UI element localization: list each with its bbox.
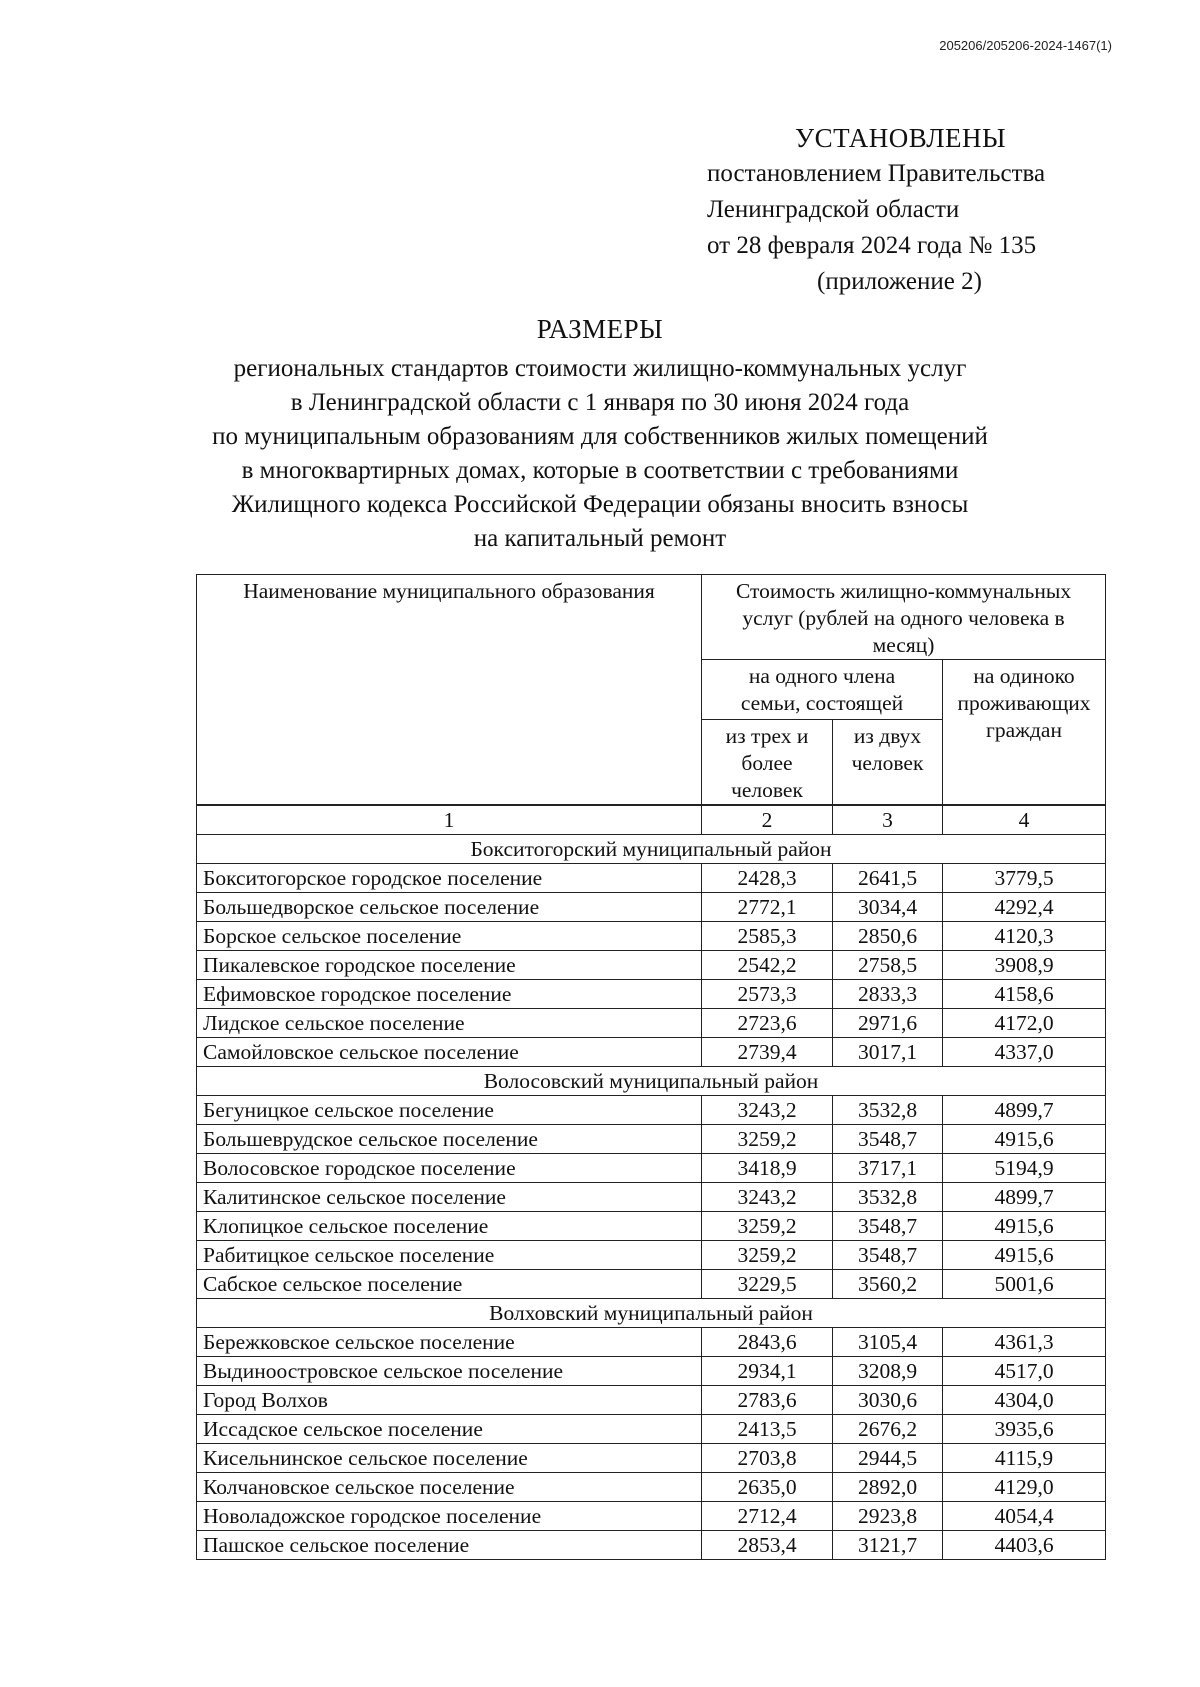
municipality-name: Город Волхов [197,1386,702,1415]
approval-heading: УСТАНОВЛЕНЫ [795,123,1007,153]
value-three-plus: 2703,8 [702,1444,833,1473]
table-row [197,1125,1106,1154]
value-two: 2758,5 [833,951,943,980]
municipality-name: Бегуницкое сельское поселение [197,1096,702,1125]
table-row [197,1038,1106,1067]
column-number: 3 [833,805,943,835]
value-two: 3030,6 [833,1386,943,1415]
table-row [197,922,1106,951]
value-single: 4915,6 [943,1241,1106,1270]
municipality-name: Волосовское городское поселение [197,1154,702,1183]
value-three-plus: 2853,4 [702,1531,833,1560]
value-single: 5001,6 [943,1270,1106,1299]
table-row [197,1241,1106,1270]
table-row [197,1270,1106,1299]
value-two: 2850,6 [833,922,943,951]
value-two: 2944,5 [833,1444,943,1473]
municipality-name: Самойловское сельское поселение [197,1038,702,1067]
value-three-plus: 2413,5 [702,1415,833,1444]
value-two: 3105,4 [833,1328,943,1357]
municipality-name: Ефимовское городское поселение [197,980,702,1009]
header-two: из двух человек [833,720,943,806]
table-row [197,951,1106,980]
value-single: 4304,0 [943,1386,1106,1415]
table-row [197,1096,1106,1125]
column-number: 2 [702,805,833,835]
value-three-plus: 3418,9 [702,1154,833,1183]
municipality-name: Колчановское сельское поселение [197,1473,702,1502]
value-two: 3717,1 [833,1154,943,1183]
table-row [197,864,1106,893]
table-row [197,1328,1106,1357]
municipality-name: Большеврудское сельское поселение [197,1125,702,1154]
municipality-name: Бокситогорское городское поселение [197,864,702,893]
value-single: 4361,3 [943,1328,1106,1357]
municipality-name: Лидское сельское поселение [197,1009,702,1038]
section-row [197,835,1106,864]
value-single: 4115,9 [943,1444,1106,1473]
approval-appendix: (приложение 2) [817,268,982,295]
value-two: 2923,8 [833,1502,943,1531]
value-three-plus: 2739,4 [702,1038,833,1067]
value-single: 4054,4 [943,1502,1106,1531]
value-three-plus: 2783,6 [702,1386,833,1415]
value-three-plus: 3243,2 [702,1096,833,1125]
table-row [197,1502,1106,1531]
table-row [197,1473,1106,1502]
municipality-name: Иссадское сельское поселение [197,1415,702,1444]
table-row [197,1531,1106,1560]
value-single: 4899,7 [943,1096,1106,1125]
section-row [197,1299,1106,1328]
value-single: 5194,9 [943,1154,1106,1183]
value-two: 3532,8 [833,1096,943,1125]
table-row [197,1183,1106,1212]
value-three-plus: 2573,3 [702,980,833,1009]
standards-table-body [197,575,1106,1560]
column-number: 4 [943,805,1106,835]
municipality-name: Борское сельское поселение [197,922,702,951]
value-two: 2641,5 [833,864,943,893]
value-single: 3935,6 [943,1415,1106,1444]
municipality-name: Сабское сельское поселение [197,1270,702,1299]
value-two: 3548,7 [833,1212,943,1241]
value-three-plus: 3259,2 [702,1125,833,1154]
value-two: 3208,9 [833,1357,943,1386]
table-row [197,980,1106,1009]
table-row [197,1357,1106,1386]
approval-line-2: Ленинградской области [707,196,960,223]
table-row [197,1386,1106,1415]
approval-line-1: постановлением Правительства [707,160,1046,187]
value-single: 3779,5 [943,864,1106,893]
value-single: 3908,9 [943,951,1106,980]
standards-table [196,574,1106,1560]
table-row [197,1154,1106,1183]
value-three-plus: 2934,1 [702,1357,833,1386]
value-three-plus: 3243,2 [702,1183,833,1212]
value-single: 4158,6 [943,980,1106,1009]
value-three-plus: 2585,3 [702,922,833,951]
table-row [197,893,1106,922]
column-number-row [197,805,1106,835]
subtitle-line: на капитальный ремонт [473,525,727,552]
value-three-plus: 2772,1 [702,893,833,922]
value-single: 4172,0 [943,1009,1106,1038]
value-two: 3017,1 [833,1038,943,1067]
subtitle-line: Жилищного кодекса Российской Федерации обязаны вносить взносы [231,491,969,518]
value-three-plus: 2723,6 [702,1009,833,1038]
section-title: Волховский муниципальный район [197,1299,1106,1328]
value-single: 4129,0 [943,1473,1106,1502]
municipality-name: Новоладожское городское поселение [197,1502,702,1531]
value-three-plus: 2712,4 [702,1502,833,1531]
approval-block [707,120,1107,300]
value-single: 4337,0 [943,1038,1106,1067]
municipality-name: Кисельнинское сельское поселение [197,1444,702,1473]
municipality-name: Большедворское сельское поселение [197,893,702,922]
value-three-plus: 2843,6 [702,1328,833,1357]
value-single: 4915,6 [943,1125,1106,1154]
header-family-member: на одного члена семьи, состоящей [702,660,943,720]
value-two: 2971,6 [833,1009,943,1038]
approval-line-3: от 28 февраля 2024 года № 135 [707,232,1037,259]
value-three-plus: 3259,2 [702,1212,833,1241]
document-title: РАЗМЕРЫ [536,314,664,344]
municipality-name: Пашское сельское поселение [197,1531,702,1560]
value-two: 3548,7 [833,1241,943,1270]
value-single: 4915,6 [943,1212,1106,1241]
header-single: на одиноко проживающих граждан [943,660,1106,806]
value-two: 3121,7 [833,1531,943,1560]
header-cost: Стоимость жилищно-коммунальных услуг (рублей на одного человека в месяц) [702,575,1106,660]
value-three-plus: 2428,3 [702,864,833,893]
municipality-name: Клопицкое сельское поселение [197,1212,702,1241]
table-row [197,1009,1106,1038]
table-row [197,1415,1106,1444]
value-single: 4517,0 [943,1357,1106,1386]
value-two: 3034,4 [833,893,943,922]
municipality-name: Пикалевское городское поселение [197,951,702,980]
subtitle-line: в многоквартирных домах, которые в соответствии с требованиями [241,457,959,484]
value-two: 3532,8 [833,1183,943,1212]
value-two: 3560,2 [833,1270,943,1299]
subtitle-line: региональных стандартов стоимости жилищно-коммунальных услуг [233,355,967,382]
header-row [197,575,1106,660]
section-row [197,1067,1106,1096]
value-single: 4403,6 [943,1531,1106,1560]
table-row [197,1444,1106,1473]
value-three-plus: 2635,0 [702,1473,833,1502]
value-three-plus: 2542,2 [702,951,833,980]
municipality-name: Выдиноостровское сельское поселение [197,1357,702,1386]
value-three-plus: 3259,2 [702,1241,833,1270]
value-two: 2833,3 [833,980,943,1009]
value-single: 4120,3 [943,922,1106,951]
municipality-name: Бережковское сельское поселение [197,1328,702,1357]
value-three-plus: 3229,5 [702,1270,833,1299]
header-three-plus: из трех и более человек [702,720,833,806]
section-title: Волосовский муниципальный район [197,1067,1106,1096]
municipality-name: Рабитицкое сельское поселение [197,1241,702,1270]
value-two: 2676,2 [833,1415,943,1444]
subtitle-line: по муниципальным образованиям для собственников жилых помещений [212,423,988,450]
municipality-name: Калитинское сельское поселение [197,1183,702,1212]
table-row [197,1212,1106,1241]
section-title: Бокситогорский муниципальный район [197,835,1106,864]
value-single: 4292,4 [943,893,1106,922]
value-two: 3548,7 [833,1125,943,1154]
subtitle-line: в Ленинградской области с 1 января по 30 июня 2024 года [290,389,910,416]
value-single: 4899,7 [943,1183,1106,1212]
column-number: 1 [197,805,702,835]
value-two: 2892,0 [833,1473,943,1502]
header-municipality: Наименование муниципального образования [197,575,702,806]
document-id: 205206/205206-2024-1467(1) [939,38,1112,53]
document-subtitle [0,352,1200,556]
